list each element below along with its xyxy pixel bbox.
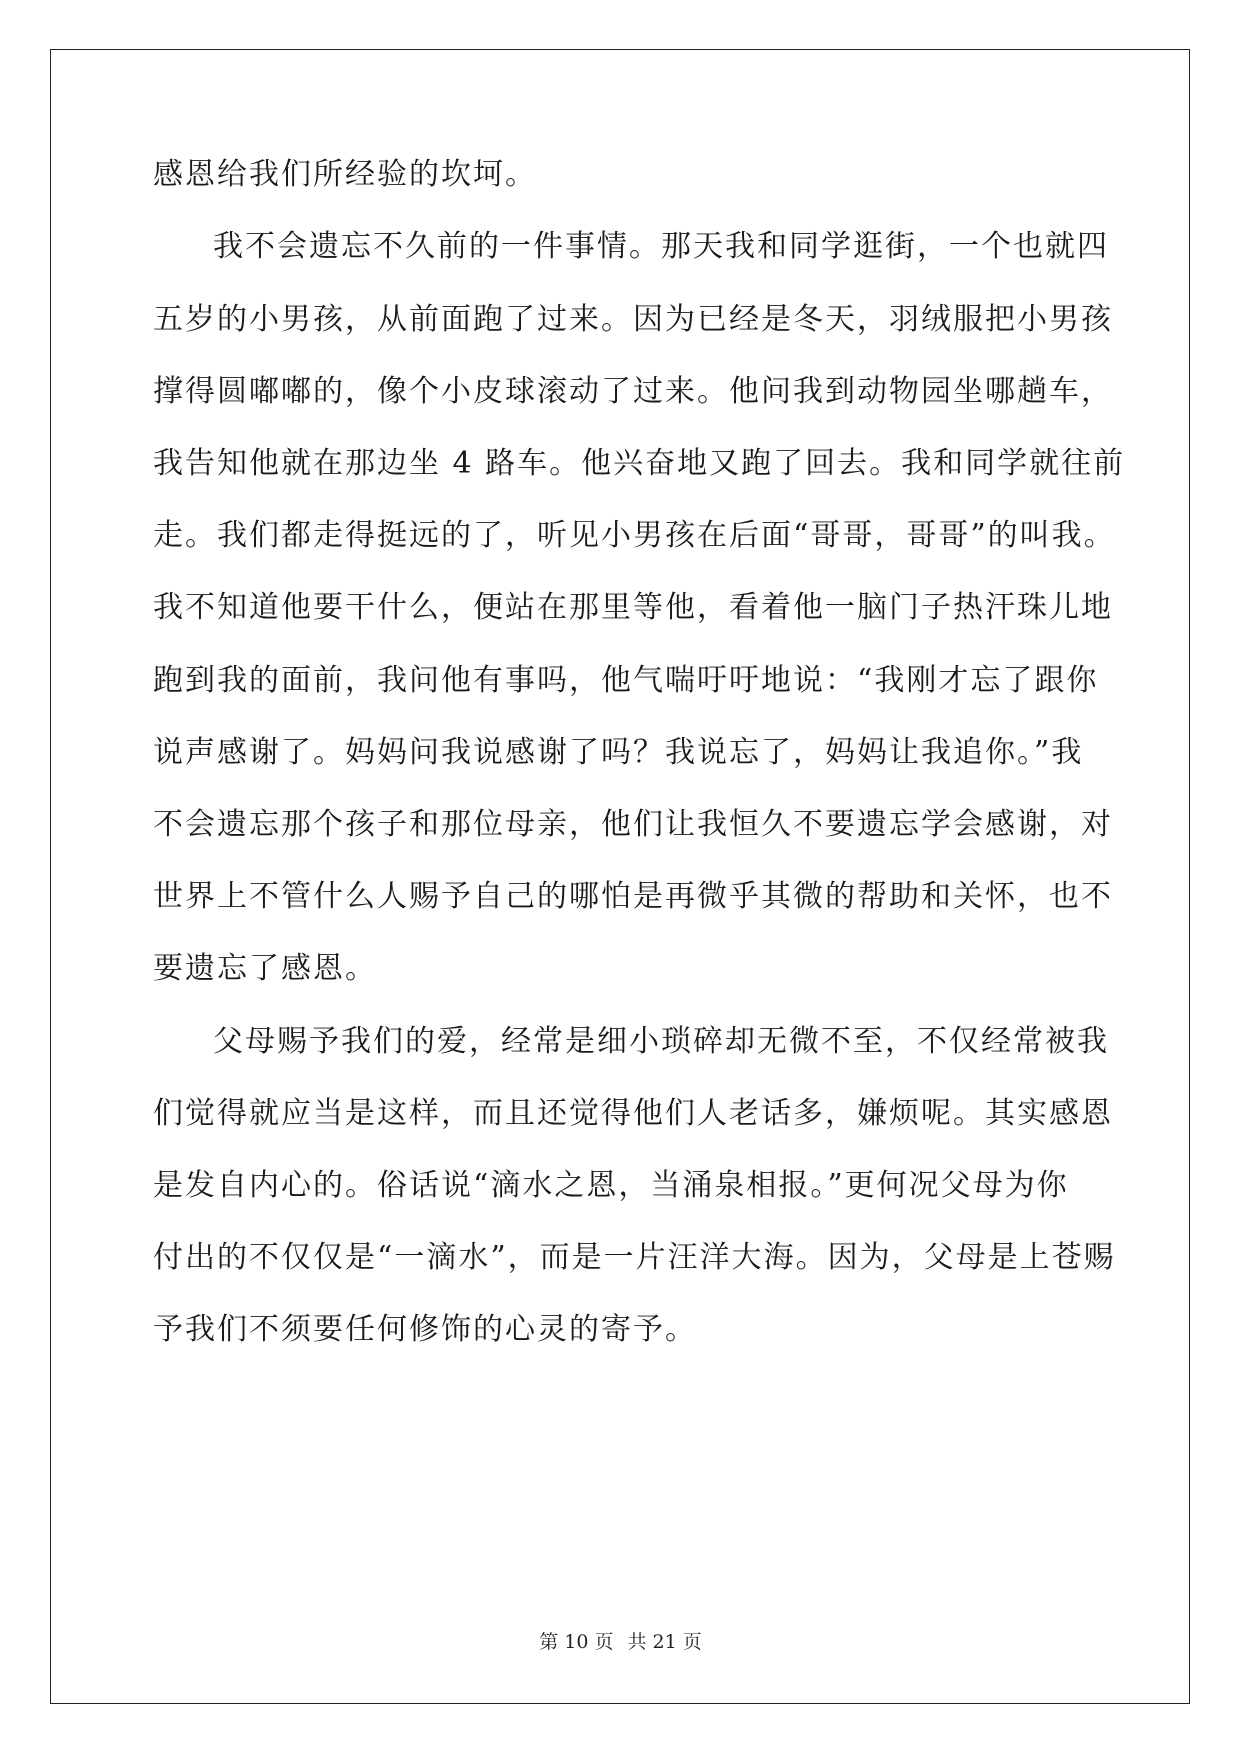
text-line: 跑到我的面前，我问他有事吗，他气喘吁吁地说：“我刚才忘了跟你 <box>153 663 1099 698</box>
text-line: 不会遗忘那个孩子和那位母亲，他们让我恒久不要遗忘学会感谢，对 <box>153 807 1113 842</box>
text-line: 予我们不须要任何修饰的心灵的寄予。 <box>153 1312 697 1347</box>
text-line: 说声感谢了。妈妈问我说感谢了吗？我说忘了，妈妈让我追你。”我 <box>153 735 1084 770</box>
page-number: 第 10 页 <box>539 1631 614 1653</box>
text-line: 撑得圆嘟嘟的，像个小皮球滚动了过来。他问我到动物园坐哪趟车， <box>153 374 1113 409</box>
text-line: 要遗忘了感恩。 <box>153 951 377 986</box>
text-line: 世界上不管什么人赐予自己的哪怕是再微乎其微的帮助和关怀，也不 <box>153 879 1113 914</box>
text-line: 感恩给我们所经验的坎坷。 <box>153 157 537 192</box>
text-line: 走。我们都走得挺远的了，听见小男孩在后面“哥哥，哥哥”的叫我。 <box>153 518 1116 553</box>
text-line: 我不会遗忘不久前的一件事情。那天我和同学逛街，一个也就四 <box>213 229 1109 264</box>
text-line: 付出的不仅仅是“一滴水”，而是一片汪洋大海。因为，父母是上苍赐 <box>153 1240 1116 1275</box>
page-footer <box>0 1627 1241 1654</box>
text-line: 我不知道他要干什么，便站在那里等他，看着他一脑门子热汗珠儿地 <box>153 590 1113 625</box>
text-line: 我告知他就在那边坐 4 路车。他兴奋地又跑了回去。我和同学就往前 <box>153 446 1126 481</box>
text-line: 是发自内心的。俗话说“滴水之恩，当涌泉相报。”更何况父母为你 <box>153 1168 1069 1203</box>
text-line: 五岁的小男孩，从前面跑了过来。因为已经是冬天，羽绒服把小男孩 <box>153 302 1113 337</box>
total-pages: 共 21 页 <box>627 1631 702 1653</box>
text-line: 们觉得就应当是这样，而且还觉得他们人老话多，嫌烦呢。其实感恩 <box>153 1096 1113 1131</box>
text-line: 父母赐予我们的爱，经常是细小琐碎却无微不至，不仅经常被我 <box>213 1024 1109 1059</box>
